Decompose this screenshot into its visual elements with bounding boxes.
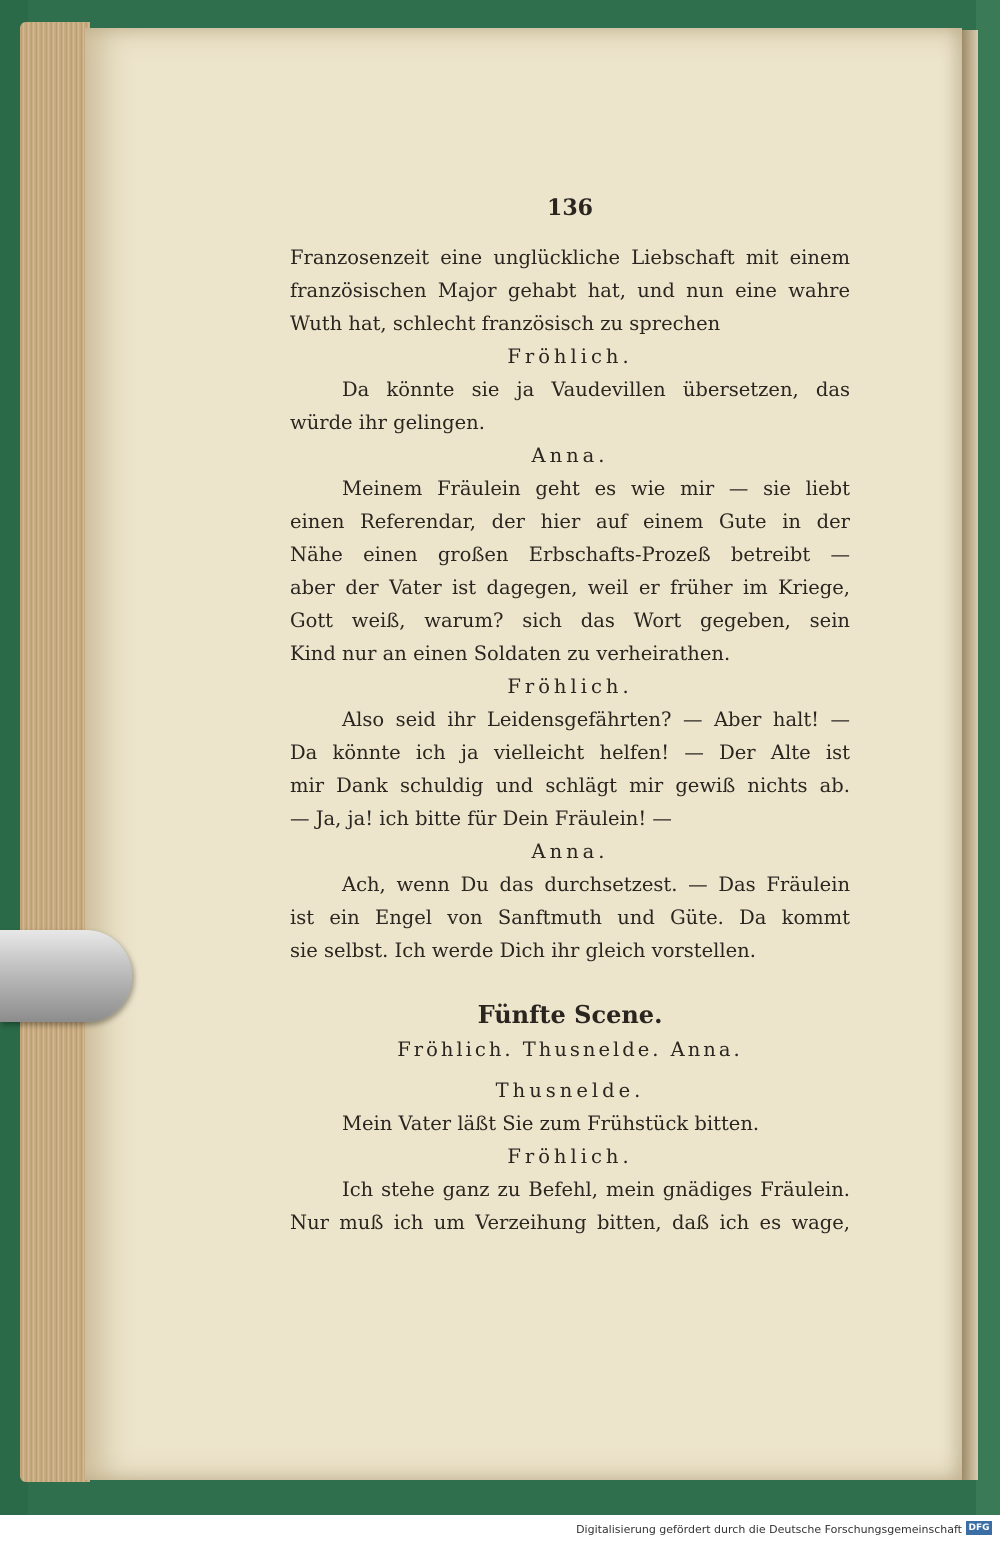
speaker-name: Anna. <box>531 840 609 863</box>
text-line: würde ihr gelingen. <box>290 411 485 434</box>
text-line: Da könnte ich ja vielleicht helfen! — Der Alte ist <box>290 741 850 764</box>
page-number: 136 <box>547 195 593 221</box>
text-line: Nähe einen großen Erbschafts-Prozeß betreibt — <box>290 543 850 566</box>
text-line: sie selbst. Ich werde Dich ihr gleich vorstellen. <box>290 939 756 962</box>
text-line: Franzosenzeit eine unglückliche Liebschaft mit einem <box>290 246 850 269</box>
page-edges <box>20 22 90 1482</box>
speaker-name: Fröhlich. <box>507 675 633 698</box>
speaker-name: Thusnelde. <box>495 1079 645 1102</box>
text-line: ist ein Engel von Sanftmuth und Güte. Da kommt <box>290 906 850 929</box>
speaker-name: Anna. <box>531 444 609 467</box>
text-line: Ich stehe ganz zu Befehl, mein gnädiges Fräulein. <box>342 1178 850 1201</box>
text-line: einen Referendar, der hier auf einem Gute in der <box>290 510 850 533</box>
text-line: Also seid ihr Leidensgefährten? — Aber halt! — <box>342 708 850 731</box>
dfg-logo: DFG <box>966 1521 992 1535</box>
page-text <box>290 195 850 1239</box>
scene-title: Fünfte Scene. <box>477 1000 663 1029</box>
page-clip <box>0 930 132 1022</box>
text-line: Mein Vater läßt Sie zum Frühstück bitten. <box>342 1112 760 1135</box>
text-line: französischen Major gehabt hat, und nun eine wahre <box>290 279 850 302</box>
text-line: aber der Vater ist dagegen, weil er früher im Kriege, <box>290 576 850 599</box>
text-line: Gott weiß, warum? sich das Wort gegeben, sein <box>290 609 850 632</box>
text-line: Wuth hat, schlecht französisch zu sprechen <box>290 312 721 335</box>
text-line: Meinem Fräulein geht es wie mir — sie liebt <box>342 477 850 500</box>
text-lines-before-scene <box>290 241 850 967</box>
text-line: — Ja, ja! ich bitte für Dein Fräulein! — <box>290 807 672 830</box>
speaker-name: Fröhlich. <box>507 1145 633 1168</box>
text-line: Da könnte sie ja Vaudevillen übersetzen, das <box>342 378 850 401</box>
facing-page-edge <box>962 30 978 1480</box>
text-lines-after-scene <box>290 1074 850 1239</box>
text-line: Kind nur an einen Soldaten zu verheirathen. <box>290 642 731 665</box>
speaker-name: Fröhlich. <box>507 345 633 368</box>
book-cover-right <box>976 0 1000 1515</box>
footer-credit: Digitalisierung gefördert durch die Deutsche Forschungsgemeinschaft <box>576 1523 962 1536</box>
text-line: Nur muß ich um Verzeihung bitten, daß ich es wage, <box>290 1211 850 1234</box>
text-line: mir Dank schuldig und schlägt mir gewiß nichts ab. <box>290 774 850 797</box>
cast-line: Fröhlich. Thusnelde. Anna. <box>397 1038 743 1061</box>
text-line: Ach, wenn Du das durchsetzest. — Das Fräulein <box>342 873 850 896</box>
